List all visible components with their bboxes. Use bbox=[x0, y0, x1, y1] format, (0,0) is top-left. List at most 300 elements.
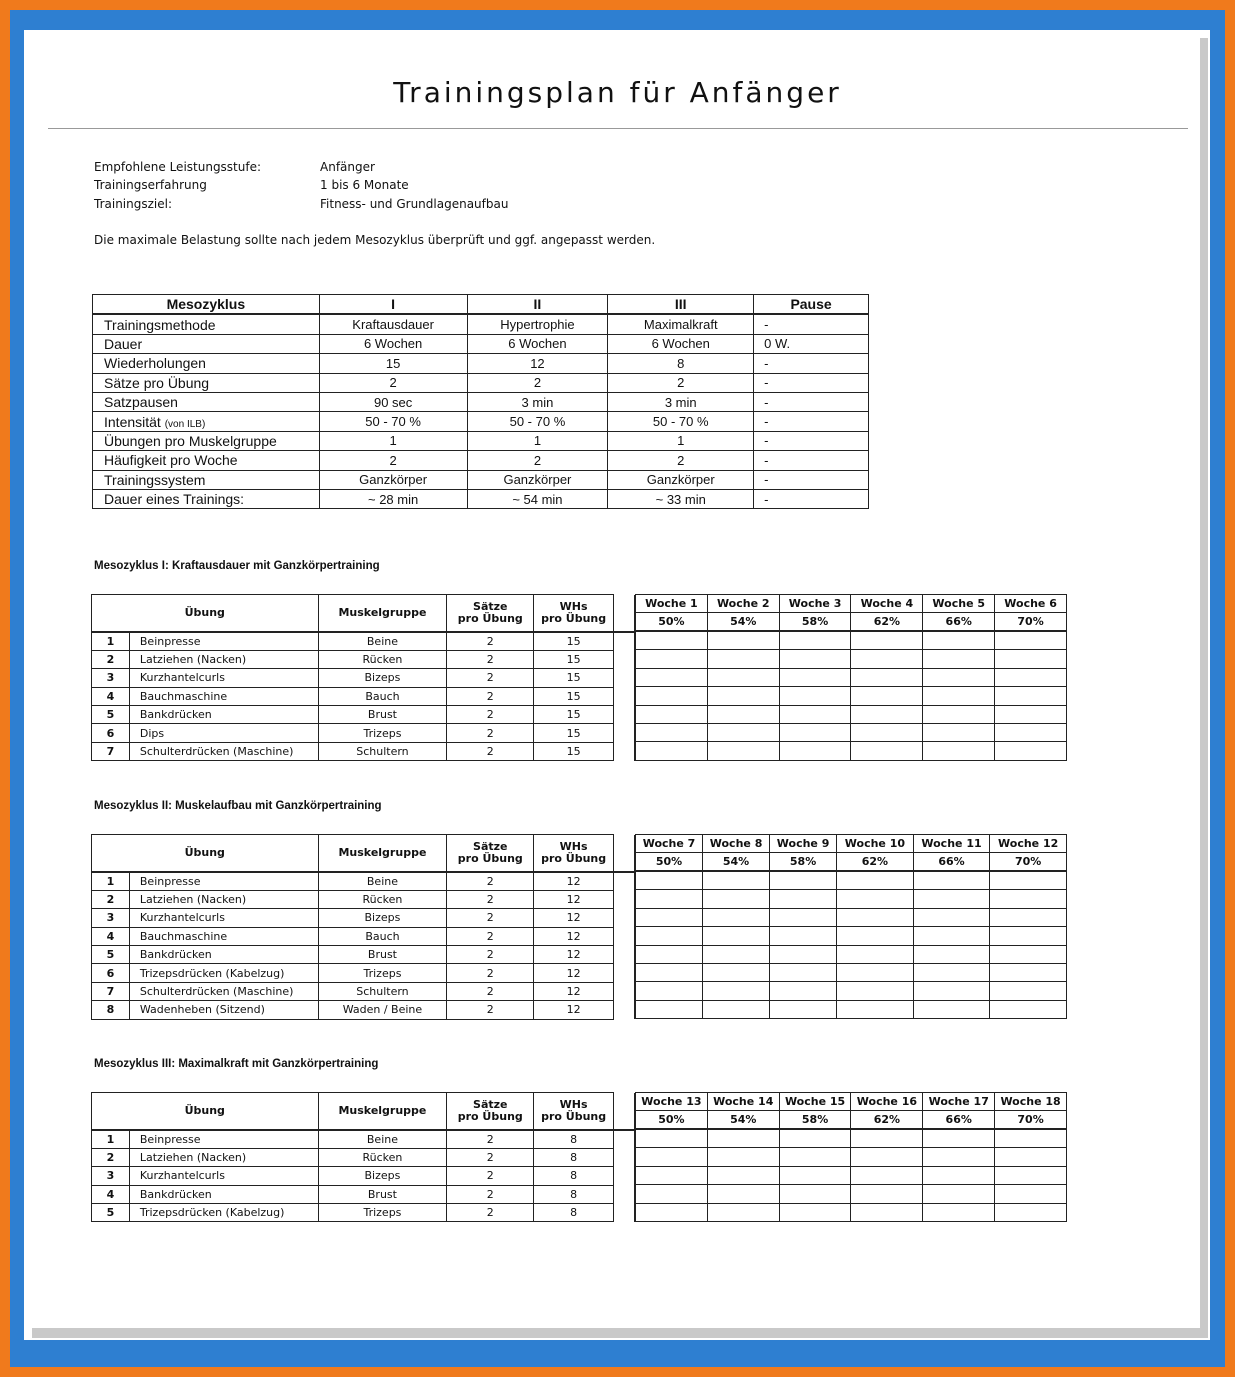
week-log-cell[interactable] bbox=[995, 742, 1067, 760]
overview-row bbox=[93, 412, 869, 431]
exercise-reps: 15 bbox=[534, 706, 614, 724]
overview-cell bbox=[754, 412, 869, 431]
exercise-number: 1 bbox=[92, 1130, 130, 1149]
week-log-cell[interactable] bbox=[995, 687, 1067, 705]
week-log-cell[interactable] bbox=[770, 982, 837, 1000]
week-log-cell[interactable] bbox=[770, 945, 837, 963]
exercise-sets: 2 bbox=[447, 964, 534, 982]
week-intensity: 50% bbox=[636, 853, 703, 872]
exercise-name: Bankdrücken bbox=[129, 1185, 318, 1203]
week-log-cell[interactable] bbox=[995, 723, 1067, 741]
week-intensity: 58% bbox=[779, 613, 851, 632]
week-log-cell[interactable] bbox=[770, 871, 837, 890]
week-log-cell[interactable] bbox=[995, 1129, 1067, 1148]
week-log-cell[interactable] bbox=[851, 1166, 923, 1184]
overview-cell bbox=[754, 470, 869, 489]
overview-cell-text: Dauer eines Trainings: bbox=[104, 491, 245, 508]
exercise-number: 6 bbox=[92, 964, 130, 982]
week-log-cell[interactable] bbox=[913, 927, 990, 945]
week-log-cell[interactable] bbox=[779, 668, 851, 686]
exercise-sets: 2 bbox=[447, 1204, 534, 1222]
overview-cell-text: - bbox=[764, 472, 769, 488]
week-log-cell[interactable] bbox=[636, 890, 703, 908]
week-log-cell[interactable] bbox=[707, 723, 779, 741]
overview-header-cell: II bbox=[467, 295, 608, 315]
exercise-header: Übung bbox=[92, 1093, 319, 1130]
exercise-row bbox=[92, 1001, 635, 1019]
exercise-reps: 12 bbox=[534, 927, 614, 945]
week-log-cell[interactable] bbox=[770, 908, 837, 926]
week-log-cell[interactable] bbox=[995, 631, 1067, 650]
week-log-cell[interactable] bbox=[990, 1000, 1067, 1018]
week-log-cell[interactable] bbox=[851, 687, 923, 705]
exercise-number: 6 bbox=[92, 724, 130, 742]
spacer-cell bbox=[614, 835, 635, 872]
exercise-row bbox=[92, 669, 635, 687]
week-log-cell[interactable] bbox=[837, 871, 914, 890]
week-log-cell[interactable] bbox=[703, 927, 770, 945]
week-intensity: 58% bbox=[770, 853, 837, 872]
exercise-reps: 8 bbox=[534, 1204, 614, 1222]
exercise-number: 2 bbox=[92, 890, 130, 908]
week-log-cell[interactable] bbox=[913, 908, 990, 926]
week-log-cell[interactable] bbox=[703, 963, 770, 981]
week-log-cell[interactable] bbox=[636, 982, 703, 1000]
week-log-cell[interactable] bbox=[851, 1129, 923, 1148]
info-value: Fitness- und Grundlagenaufbau bbox=[320, 197, 509, 211]
week-log-cell[interactable] bbox=[707, 705, 779, 723]
week-log-cell[interactable] bbox=[990, 963, 1067, 981]
spacer-cell bbox=[614, 946, 635, 964]
overview-cell bbox=[467, 489, 608, 508]
week-log-row bbox=[636, 1166, 1067, 1184]
week-log-cell[interactable] bbox=[636, 945, 703, 963]
exercise-muscle-group: Trizeps bbox=[318, 964, 447, 982]
overview-row-label bbox=[93, 373, 320, 392]
cycle-3-week-log-table bbox=[635, 1092, 1067, 1222]
cycle-3-title: Mesozyklus III: Maximalkraft mit Ganzkörpertraining bbox=[94, 1058, 379, 1070]
week-log-cell[interactable] bbox=[990, 890, 1067, 908]
exercise-sets: 2 bbox=[447, 946, 534, 964]
exercise-name: Beinpresse bbox=[129, 1130, 318, 1149]
week-log-cell[interactable] bbox=[770, 927, 837, 945]
overview-cell-text: 2 bbox=[389, 452, 397, 468]
overview-cell bbox=[467, 334, 608, 353]
sets-header-line1: Sätze bbox=[473, 599, 508, 613]
exercise-sets: 2 bbox=[447, 1130, 534, 1149]
overview-cell-text: Übungen pro Muskelgruppe bbox=[104, 432, 277, 449]
week-log-cell[interactable] bbox=[707, 1166, 779, 1184]
week-log-row bbox=[636, 908, 1067, 926]
week-log-cell[interactable] bbox=[990, 908, 1067, 926]
week-log-cell[interactable] bbox=[923, 1203, 995, 1221]
overview-cell-text: 2 bbox=[533, 375, 542, 391]
exercise-row bbox=[92, 1148, 635, 1166]
overview-cell bbox=[319, 334, 467, 353]
overview-row-label bbox=[93, 451, 320, 470]
overview-cell-text: - bbox=[764, 433, 769, 449]
overview-row bbox=[93, 392, 869, 411]
overview-cell bbox=[319, 431, 467, 450]
overview-row bbox=[93, 373, 869, 392]
exercise-row bbox=[92, 687, 635, 705]
week-log-cell[interactable] bbox=[636, 963, 703, 981]
exercise-muscle-group: Beine bbox=[318, 872, 447, 891]
spacer-cell bbox=[614, 1204, 635, 1222]
reps-header-line1: WHs bbox=[559, 1097, 588, 1111]
week-log-cell[interactable] bbox=[851, 650, 923, 668]
week-log-row bbox=[636, 963, 1067, 981]
exercise-reps: 12 bbox=[534, 1001, 614, 1019]
overview-cell bbox=[608, 373, 754, 392]
week-log-cell[interactable] bbox=[995, 1148, 1067, 1166]
week-log-cell[interactable] bbox=[923, 1166, 995, 1184]
week-log-cell[interactable] bbox=[779, 631, 851, 650]
overview-row bbox=[93, 334, 869, 353]
spacer-cell bbox=[614, 982, 635, 1000]
exercise-number: 8 bbox=[92, 1001, 130, 1019]
week-log-cell[interactable] bbox=[636, 1148, 708, 1166]
week-log-cell[interactable] bbox=[837, 890, 914, 908]
week-log-cell[interactable] bbox=[995, 1203, 1067, 1221]
week-label: Woche 6 bbox=[995, 595, 1067, 613]
exercise-name: Bankdrücken bbox=[129, 706, 318, 724]
overview-cell-text: 50 - 70 % bbox=[509, 414, 566, 430]
overview-cell-text: 6 Wochen bbox=[651, 336, 710, 352]
week-log-cell[interactable] bbox=[636, 927, 703, 945]
week-log-cell[interactable] bbox=[703, 1000, 770, 1018]
exercise-muscle-group: Schultern bbox=[318, 982, 447, 1000]
week-log-cell[interactable] bbox=[703, 890, 770, 908]
reps-header-line2: pro Übung bbox=[541, 851, 607, 865]
exercise-muscle-group: Rücken bbox=[318, 1148, 447, 1166]
week-log-cell[interactable] bbox=[636, 631, 708, 650]
overview-row-label bbox=[93, 431, 320, 450]
week-log-cell[interactable] bbox=[851, 631, 923, 650]
week-log-row bbox=[636, 982, 1067, 1000]
sets-header-line2: pro Übung bbox=[457, 611, 523, 625]
overview-cell-text: Häufigkeit pro Woche bbox=[104, 452, 238, 469]
week-intensity: 50% bbox=[636, 613, 708, 632]
exercise-sets: 2 bbox=[447, 1001, 534, 1019]
exercise-row bbox=[92, 742, 635, 760]
week-log-cell[interactable] bbox=[779, 650, 851, 668]
exercise-muscle-group: Trizeps bbox=[318, 724, 447, 742]
week-log-cell[interactable] bbox=[636, 1000, 703, 1018]
exercise-sets: 2 bbox=[447, 890, 534, 908]
week-log-cell[interactable] bbox=[923, 723, 995, 741]
week-log-cell[interactable] bbox=[636, 1185, 708, 1203]
week-log-cell[interactable] bbox=[923, 687, 995, 705]
week-log-cell[interactable] bbox=[636, 705, 708, 723]
week-log-cell[interactable] bbox=[995, 668, 1067, 686]
week-log-cell[interactable] bbox=[913, 1000, 990, 1018]
week-log-cell[interactable] bbox=[851, 723, 923, 741]
exercise-row bbox=[92, 946, 635, 964]
overview-cell-text: ~ 33 min bbox=[655, 491, 706, 507]
exercise-sets: 2 bbox=[447, 650, 534, 668]
overview-header-cell: Mesozyklus bbox=[93, 295, 320, 315]
overview-cell-text: ~ 28 min bbox=[368, 491, 419, 507]
week-log-cell[interactable] bbox=[707, 631, 779, 650]
week-log-cell[interactable] bbox=[995, 705, 1067, 723]
week-intensity: 70% bbox=[995, 1111, 1067, 1130]
overview-cell bbox=[754, 489, 869, 508]
exercise-number: 3 bbox=[92, 1167, 130, 1185]
exercise-name: Bankdrücken bbox=[129, 946, 318, 964]
week-log-cell[interactable] bbox=[707, 668, 779, 686]
week-log-cell[interactable] bbox=[851, 1203, 923, 1221]
week-log-cell[interactable] bbox=[703, 908, 770, 926]
exercise-row bbox=[92, 927, 635, 945]
week-log-cell[interactable] bbox=[779, 1148, 851, 1166]
week-log-row bbox=[636, 945, 1067, 963]
exercise-sets: 2 bbox=[447, 927, 534, 945]
overview-cell-text: - bbox=[764, 375, 769, 391]
week-log-cell[interactable] bbox=[779, 687, 851, 705]
week-log-cell[interactable] bbox=[636, 742, 708, 760]
week-log-cell[interactable] bbox=[851, 705, 923, 723]
week-log-cell[interactable] bbox=[770, 963, 837, 981]
week-log-cell[interactable] bbox=[923, 650, 995, 668]
exercise-number: 2 bbox=[92, 1148, 130, 1166]
week-log-row bbox=[636, 1000, 1067, 1018]
week-log-cell[interactable] bbox=[837, 908, 914, 926]
week-log-cell[interactable] bbox=[636, 908, 703, 926]
overview-cell-text: 2 bbox=[389, 375, 397, 391]
overview-cell-text: 1 bbox=[533, 433, 542, 449]
week-log-cell[interactable] bbox=[636, 668, 708, 686]
week-log-cell[interactable] bbox=[779, 1203, 851, 1221]
week-log-cell[interactable] bbox=[990, 871, 1067, 890]
exercise-name: Latziehen (Nacken) bbox=[129, 890, 318, 908]
exercise-number: 5 bbox=[92, 1204, 130, 1222]
week-label: Woche 11 bbox=[913, 835, 990, 853]
week-log-row bbox=[636, 687, 1067, 705]
exercise-reps: 12 bbox=[534, 982, 614, 1000]
overview-cell-text: 1 bbox=[389, 433, 397, 449]
week-log-cell[interactable] bbox=[703, 982, 770, 1000]
week-log-cell[interactable] bbox=[779, 742, 851, 760]
exercise-muscle-group: Rücken bbox=[318, 890, 447, 908]
overview-cell bbox=[754, 334, 869, 353]
week-log-cell[interactable] bbox=[779, 705, 851, 723]
week-log-cell[interactable] bbox=[913, 963, 990, 981]
overview-cell-text: 6 Wochen bbox=[508, 336, 567, 352]
week-log-cell[interactable] bbox=[707, 1203, 779, 1221]
week-log-cell[interactable] bbox=[779, 1166, 851, 1184]
week-log-cell[interactable] bbox=[636, 650, 708, 668]
week-intensity: 62% bbox=[851, 1111, 923, 1130]
week-log-cell[interactable] bbox=[913, 982, 990, 1000]
reps-header bbox=[534, 595, 614, 632]
week-log-cell[interactable] bbox=[851, 668, 923, 686]
week-log-cell[interactable] bbox=[995, 650, 1067, 668]
exercise-row bbox=[92, 909, 635, 927]
week-log-cell[interactable] bbox=[707, 1185, 779, 1203]
title-divider bbox=[48, 128, 1188, 129]
exercise-reps: 8 bbox=[534, 1130, 614, 1149]
spacer-cell bbox=[614, 909, 635, 927]
week-log-row bbox=[636, 631, 1067, 650]
week-log-cell[interactable] bbox=[995, 1166, 1067, 1184]
overview-cell-text: - bbox=[764, 452, 769, 468]
week-log-cell[interactable] bbox=[837, 1000, 914, 1018]
exercise-muscle-group: Bizeps bbox=[318, 669, 447, 687]
exercise-muscle-group: Schultern bbox=[318, 742, 447, 760]
week-label: Woche 2 bbox=[707, 595, 779, 613]
week-log-cell[interactable] bbox=[990, 945, 1067, 963]
overview-row-label bbox=[93, 314, 320, 334]
exercise-muscle-group: Bizeps bbox=[318, 1167, 447, 1185]
week-log-cell[interactable] bbox=[707, 687, 779, 705]
week-label: Woche 14 bbox=[707, 1093, 779, 1111]
sets-header-line2: pro Übung bbox=[457, 851, 523, 865]
week-log-cell[interactable] bbox=[851, 1185, 923, 1203]
week-log-cell[interactable] bbox=[707, 1129, 779, 1148]
week-log-cell[interactable] bbox=[923, 742, 995, 760]
sets-header-line1: Sätze bbox=[473, 1097, 508, 1111]
exercise-name: Kurzhantelcurls bbox=[129, 1167, 318, 1185]
exercise-number: 3 bbox=[92, 909, 130, 927]
exercise-sets: 2 bbox=[447, 982, 534, 1000]
week-log-cell[interactable] bbox=[913, 871, 990, 890]
week-log-cell[interactable] bbox=[851, 1148, 923, 1166]
exercise-row bbox=[92, 1185, 635, 1203]
week-log-cell[interactable] bbox=[636, 1203, 708, 1221]
exercise-name: Kurzhantelcurls bbox=[129, 669, 318, 687]
cycle-3-exercise-table bbox=[91, 1092, 635, 1222]
week-log-row bbox=[636, 650, 1067, 668]
week-log-cell[interactable] bbox=[923, 1129, 995, 1148]
week-percent-row bbox=[636, 853, 1067, 872]
overview-cell bbox=[467, 373, 608, 392]
week-log-cell[interactable] bbox=[770, 1000, 837, 1018]
exercise-reps: 15 bbox=[534, 669, 614, 687]
week-log-row bbox=[636, 705, 1067, 723]
week-log-cell[interactable] bbox=[703, 871, 770, 890]
spacer-cell bbox=[614, 650, 635, 668]
week-intensity: 54% bbox=[703, 853, 770, 872]
week-log-cell[interactable] bbox=[990, 982, 1067, 1000]
week-log-cell[interactable] bbox=[923, 1185, 995, 1203]
exercise-row bbox=[92, 632, 635, 651]
exercise-reps: 12 bbox=[534, 890, 614, 908]
overview-cell bbox=[319, 314, 467, 334]
week-log-cell[interactable] bbox=[837, 963, 914, 981]
week-label: Woche 5 bbox=[923, 595, 995, 613]
exercise-reps: 8 bbox=[534, 1148, 614, 1166]
spacer-cell bbox=[614, 742, 635, 760]
week-log-cell[interactable] bbox=[837, 945, 914, 963]
exercise-name: Schulterdrücken (Maschine) bbox=[129, 742, 318, 760]
exercise-sets: 2 bbox=[447, 1148, 534, 1166]
week-log-cell[interactable] bbox=[779, 723, 851, 741]
exercise-header: Übung bbox=[92, 595, 319, 632]
overview-cell bbox=[319, 451, 467, 470]
exercise-name: Bauchmaschine bbox=[129, 687, 318, 705]
exercise-reps: 8 bbox=[534, 1167, 614, 1185]
exercise-sets: 2 bbox=[447, 706, 534, 724]
week-log-cell[interactable] bbox=[837, 927, 914, 945]
overview-cell-text: Satzpausen bbox=[104, 394, 178, 411]
week-header-row bbox=[636, 595, 1067, 613]
week-intensity: 66% bbox=[923, 1111, 995, 1130]
week-log-cell[interactable] bbox=[636, 687, 708, 705]
week-log-cell[interactable] bbox=[923, 668, 995, 686]
week-log-cell[interactable] bbox=[703, 945, 770, 963]
week-log-cell[interactable] bbox=[913, 945, 990, 963]
exercise-muscle-group: Bizeps bbox=[318, 909, 447, 927]
spacer-cell bbox=[614, 1130, 635, 1149]
exercise-sets: 2 bbox=[447, 742, 534, 760]
week-intensity: 70% bbox=[990, 853, 1067, 872]
week-log-cell[interactable] bbox=[851, 742, 923, 760]
exercise-name: Wadenheben (Sitzend) bbox=[129, 1001, 318, 1019]
week-log-cell[interactable] bbox=[990, 927, 1067, 945]
week-log-cell[interactable] bbox=[636, 723, 708, 741]
week-log-cell[interactable] bbox=[923, 705, 995, 723]
week-log-cell[interactable] bbox=[707, 742, 779, 760]
overview-cell-text: 90 sec bbox=[373, 394, 413, 410]
week-log-cell[interactable] bbox=[779, 1129, 851, 1148]
overview-row-label bbox=[93, 354, 320, 373]
overview-cell-text: 50 - 70 % bbox=[652, 414, 709, 430]
sets-header bbox=[447, 1093, 534, 1130]
overview-row-label bbox=[93, 392, 320, 411]
exercise-muscle-group: Waden / Beine bbox=[318, 1001, 447, 1019]
week-log-cell[interactable] bbox=[923, 1148, 995, 1166]
week-log-cell[interactable] bbox=[707, 650, 779, 668]
week-log-cell[interactable] bbox=[636, 1129, 708, 1148]
exercise-row bbox=[92, 1204, 635, 1222]
cycle-2-title: Mesozyklus II: Muskelaufbau mit Ganzkörpertraining bbox=[94, 800, 382, 812]
week-log-cell[interactable] bbox=[770, 890, 837, 908]
overview-cell bbox=[319, 354, 467, 373]
exercise-header-row bbox=[92, 835, 635, 872]
week-label: Woche 15 bbox=[779, 1093, 851, 1111]
overview-header-cell: III bbox=[608, 295, 754, 315]
week-log-cell[interactable] bbox=[636, 1166, 708, 1184]
week-log-cell[interactable] bbox=[779, 1185, 851, 1203]
exercise-reps: 12 bbox=[534, 872, 614, 891]
overview-cell bbox=[608, 470, 754, 489]
exercise-reps: 15 bbox=[534, 632, 614, 651]
overview-cell-text: Wiederholungen bbox=[104, 355, 206, 372]
reps-header-line1: WHs bbox=[559, 839, 588, 853]
intensity-suffix: (von ILB) bbox=[164, 418, 206, 430]
week-log-row bbox=[636, 927, 1067, 945]
week-log-cell[interactable] bbox=[995, 1185, 1067, 1203]
overview-cell-text: 3 min bbox=[664, 394, 697, 410]
week-log-cell[interactable] bbox=[923, 631, 995, 650]
sets-header bbox=[447, 595, 534, 632]
exercise-sets: 2 bbox=[447, 1167, 534, 1185]
week-log-cell[interactable] bbox=[636, 871, 703, 890]
week-log-cell[interactable] bbox=[913, 890, 990, 908]
overview-cell-text: Ganzkörper bbox=[646, 472, 715, 488]
exercise-muscle-group: Bauch bbox=[318, 687, 447, 705]
week-log-cell[interactable] bbox=[707, 1148, 779, 1166]
cycle-2-exercise-table bbox=[91, 834, 635, 1020]
spacer-cell bbox=[614, 890, 635, 908]
week-log-cell[interactable] bbox=[837, 982, 914, 1000]
exercise-name: Trizepsdrücken (Kabelzug) bbox=[129, 964, 318, 982]
exercise-reps: 8 bbox=[534, 1185, 614, 1203]
info-value: 1 bis 6 Monate bbox=[320, 178, 409, 192]
exercise-muscle-group: Bauch bbox=[318, 927, 447, 945]
overview-cell-text: Maximalkraft bbox=[643, 317, 718, 333]
